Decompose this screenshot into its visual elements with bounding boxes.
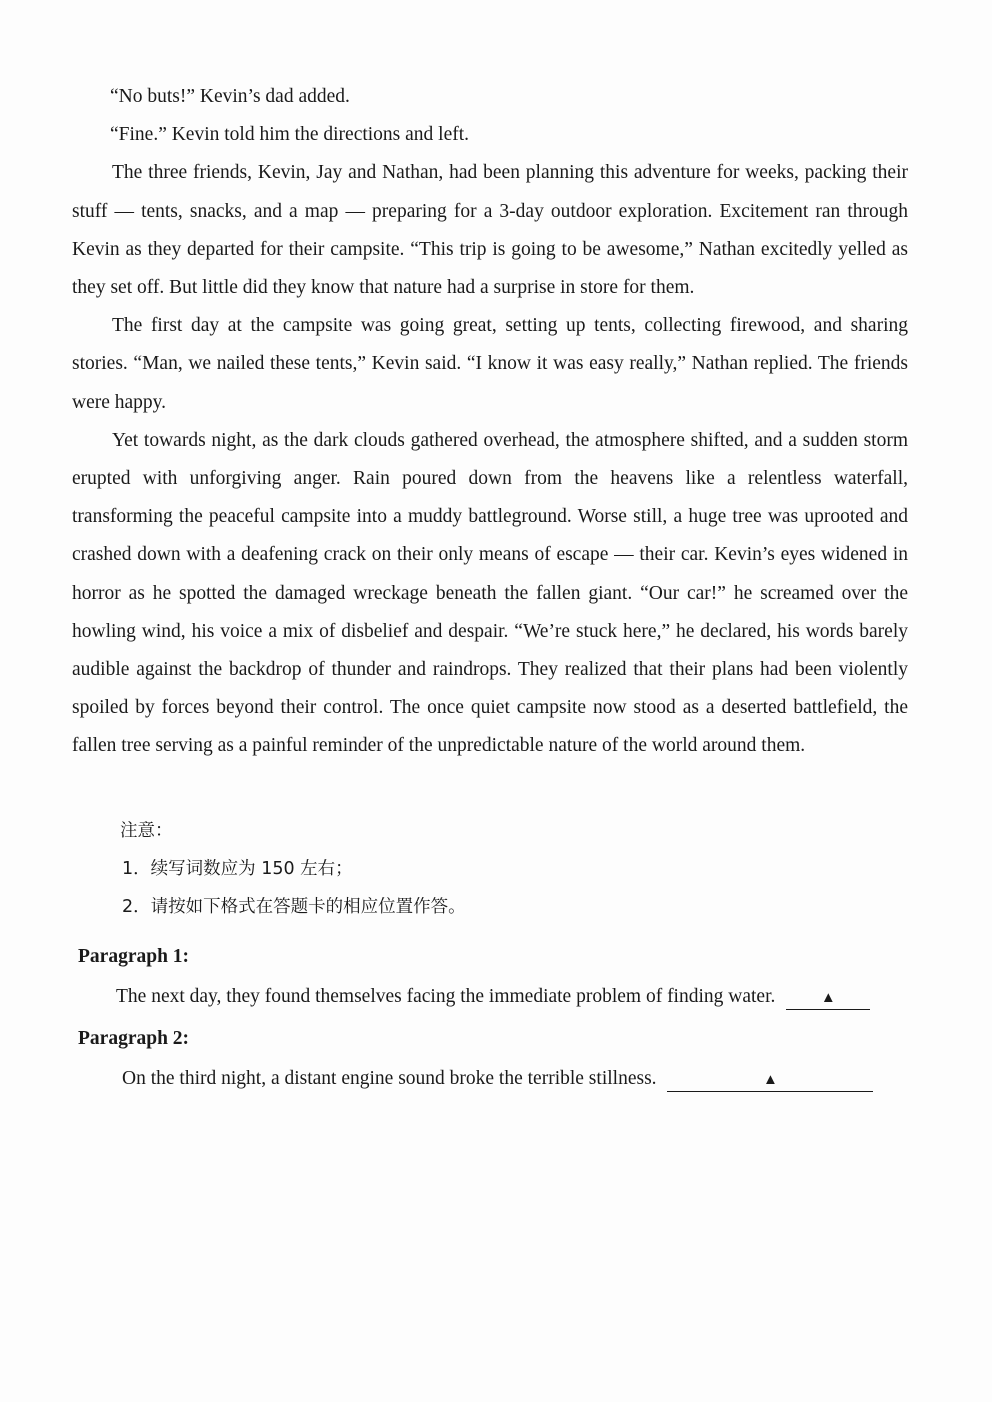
notes-item: 2．请按如下格式在答题卡的相应位置作答。 xyxy=(122,897,466,917)
story-paragraph: “No buts!” Kevin’s dad added. xyxy=(110,86,350,107)
answer-blank xyxy=(786,987,870,1010)
paragraph-2-heading: Paragraph 2: xyxy=(78,1028,190,1049)
answer-blank xyxy=(667,1069,873,1092)
paragraph-2-opening-line xyxy=(122,1068,873,1092)
paragraph-1-opening: The next day, they found themselves facing the immediate problem of finding water. xyxy=(116,986,776,1007)
triangle-marker-icon: ▲ xyxy=(820,990,836,1006)
paragraph-2-opening: On the third night, a distant engine sound broke the terrible stillness. xyxy=(122,1068,657,1089)
story-paragraph: The three friends, Kevin, Jay and Nathan, had been planning this adventure for weeks, packing their stuff — tents, snacks, and a map — preparing for a 3-day outdoor exploration. Excitement ran through Kevin as they departed for their campsite. “This trip is going to be awesome,” Nathan excitedly yelled as they set off. But little did they know that nature had a surprise in store for them. xyxy=(72,162,908,299)
story-paragraph: “Fine.” Kevin told him the directions and left. xyxy=(110,124,470,146)
story-text xyxy=(72,78,908,766)
story-paragraph: The first day at the campsite was going great, setting up tents, collecting firewood, and sharing stories. “Man, we nailed these tents,” Kevin said. “I know it was easy really,” Nathan replied. The friends were happy. xyxy=(72,315,908,413)
story-paragraph: Yet towards night, as the dark clouds gathered overhead, the atmosphere shifted, and a sudden storm erupted with unforgiving anger. Rain poured down from the heavens like a relentless waterfall, transforming the peaceful campsite into a muddy battleground. Worse still, a huge tree was uprooted and crashed down with a deafening crack on their only means of escape — their car. Kevin’s eyes widened in horror as he spotted the damaged wreckage beneath the fallen giant. “Our car!” he screamed over the howling wind, his voice a mix of disbelief and despair. “We’re stuck here,” he declared, his words barely audible against the backdrop of thunder and raindrops. They realized that their plans had been violently spoiled by forces beyond their control. The once quiet campsite now stood as a deserted battlefield, the fallen tree serving as a painful reminder of the unpredictable nature of the world around them. xyxy=(72,429,908,757)
instructions-notes xyxy=(120,812,900,926)
notes-title: 注意： xyxy=(120,821,173,841)
paragraph-1-opening-line xyxy=(116,986,870,1010)
triangle-marker-icon: ▲ xyxy=(762,1072,778,1088)
paragraph-1-heading: Paragraph 1: xyxy=(78,946,190,967)
notes-item: 1．续写词数应为 150 左右； xyxy=(122,859,353,879)
